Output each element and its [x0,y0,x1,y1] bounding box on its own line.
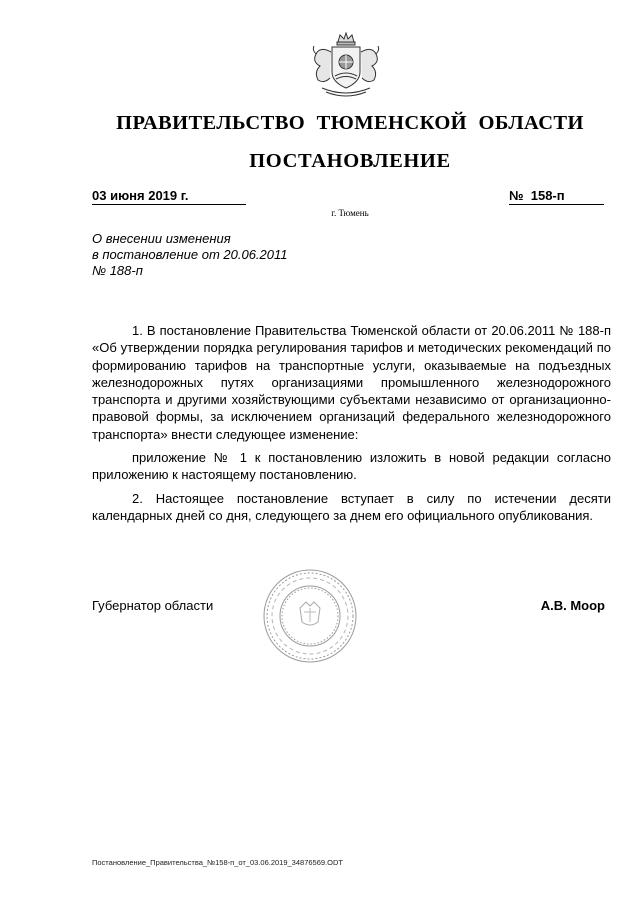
document-type: ПОСТАНОВЛЕНИЕ [249,150,451,172]
number-prefix: № [509,188,524,203]
subject-line: № 188-п [92,263,143,278]
document-subject [92,231,332,279]
signatory-role: Губернатор области [92,598,214,613]
official-seal-icon [262,568,358,664]
body-paragraph-3: 2. Настоящее постановление вступает в силу по истечении десяти календарных дней со дня, следующего за днем его официального опубликования. [92,490,611,523]
subject-line: О внесении изменения [92,231,231,246]
document-date: 03 июня 2019 г. [92,188,246,205]
organization-title: ПРАВИТЕЛЬСТВО ТЮМЕНСКОЙ ОБЛАСТИ [116,112,584,134]
footer-filename: Постановление_Правительства_№158-п_от_03.06.2019_34876569.ODT [92,858,343,867]
document-city: г. Тюмень [331,208,369,218]
coat-of-arms-icon [302,32,390,100]
body-paragraph-2: приложение № 1 к постановлению изложить в новой редакции согласно приложению к настоящему постановлению. [92,450,611,483]
subject-line: в постановление от 20.06.2011 [92,247,288,262]
signatory-name: А.В. Моор [540,598,605,613]
document-number-field [509,188,604,205]
document-body [92,322,611,524]
body-paragraph-1: 1. В постановление Правительства Тюменской области от 20.06.2011 № 188-п «Об утверждении порядка регулирования тарифов и методических рекомендаций по формированию тарифов на транспортные услуги, оказываемые на подъездных железнодорожных путях организациями промышленного железнодорожного транспорта и другими хозяйствующими субъектами независимо от организационно-правовой формы, за исключением организаций федерального железнодорожного транспорта» внести следующее изменение: [92,323,611,442]
document-number: 158-п [530,188,565,203]
